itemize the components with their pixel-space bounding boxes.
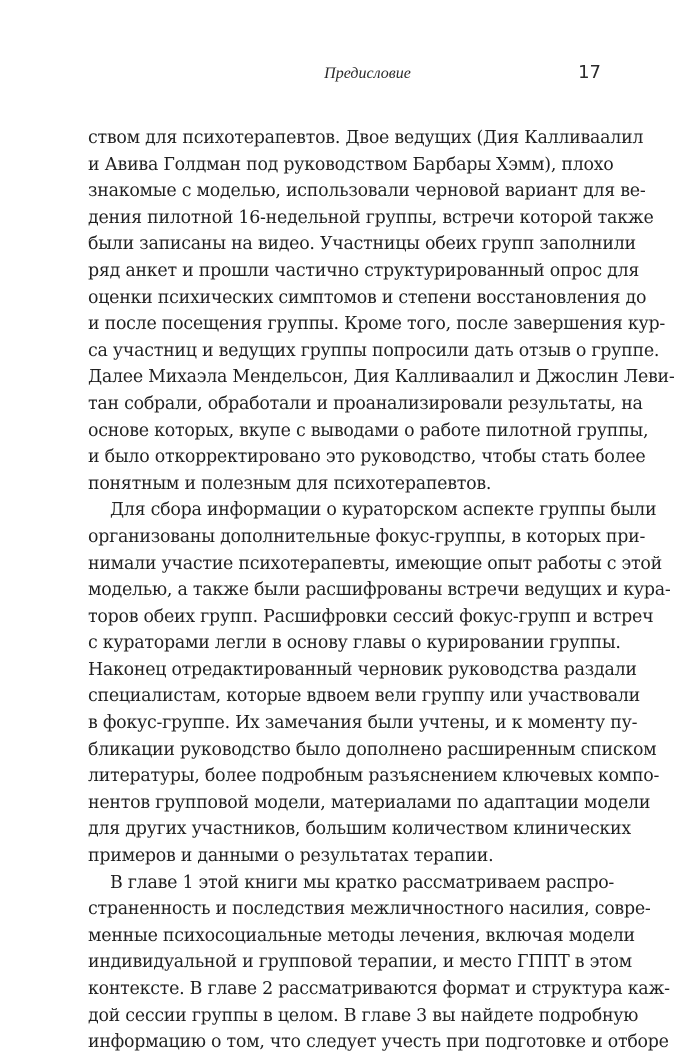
text-line: Для сбора информации о кураторском аспекте группы были	[110, 500, 657, 521]
text-line: понятным и полезным для психотерапевтов.	[88, 473, 492, 494]
text-line: и Авива Голдман под руководством Барбары Хэмм), плохо	[88, 154, 614, 175]
text-line: с кураторами легли в основу главы о курировании группы.	[88, 633, 621, 654]
text-line: информацию о том, что следует учесть при подготовке и отборе	[88, 1032, 669, 1053]
text-line: тан собрали, обработали и проанализировали результаты, на	[88, 393, 643, 414]
text-line: бликации руководство было дополнено расширенным списком	[88, 739, 657, 760]
page-number: 17	[578, 62, 601, 83]
text-line: Далее Михаэла Мендельсон, Дия Калливаалил и Джослин Леви-	[88, 367, 675, 388]
text-line: страненность и последствия межличностного насилия, совре-	[88, 899, 651, 920]
text-line: дения пилотной 16-недельной группы, встречи которой также	[88, 207, 654, 228]
text-line: и после посещения группы. Кроме того, после завершения кур-	[88, 314, 665, 335]
text-line: торов обеих групп. Расшифровки сессий фокус-групп и встреч	[88, 606, 654, 627]
text-line: для других участников, большим количеством клинических	[88, 819, 631, 840]
text-line: специалистам, которые вдвоем вели группу или участвовали	[88, 686, 640, 707]
text-line: нентов групповой модели, материалами по адаптации модели	[88, 792, 651, 813]
text-line: знакомые с моделью, использовали черновой вариант для ве-	[88, 181, 646, 202]
text-line: литературы, более подробным разъяснением ключевых компо-	[88, 766, 660, 787]
text-line: были записаны на видео. Участницы обеих групп заполнили	[88, 234, 636, 255]
text-line: дой сессии группы в целом. В главе 3 вы найдете подробную	[88, 1005, 639, 1026]
running-header	[84, 64, 601, 88]
text-line: В главе 1 этой книги мы кратко рассматриваем распро-	[110, 872, 615, 893]
text-line: ряд анкет и прошли частично структурированный опрос для	[88, 260, 640, 281]
text-line: примеров и данными о результатах терапии.	[88, 846, 494, 867]
running-title: Предисловие	[324, 65, 411, 82]
text-line: нимали участие психотерапевты, имеющие опыт работы с этой	[88, 553, 662, 574]
text-line: моделью, а также были расшифрованы встречи ведущих и кура-	[88, 580, 671, 601]
text-line: и было откорректировано это руководство, чтобы стать более	[88, 447, 646, 468]
text-line: индивидуальной и групповой терапии, и место ГППТ в этом	[88, 952, 632, 973]
text-line: организованы дополнительные фокус-группы, в которых при-	[88, 526, 646, 547]
text-line: менные психосоциальные методы лечения, включая модели	[88, 925, 635, 946]
text-line: Наконец отредактированный черновик руководства раздали	[88, 659, 637, 680]
text-line: ством для психотерапевтов. Двое ведущих (Дия Калливаалил	[88, 128, 644, 148]
text-line: оценки психических симптомов и степени восстановления до	[88, 287, 647, 308]
text-line: са участниц и ведущих группы попросили дать отзыв о группе.	[88, 340, 660, 361]
text-line: контексте. В главе 2 рассматриваются формат и структура каж-	[88, 979, 670, 999]
body-text	[88, 125, 675, 1056]
text-line: основе которых, вкупе с выводами о работе пилотной группы,	[88, 420, 649, 441]
text-line: в фокус-группе. Их замечания были учтены, и к моменту пу-	[88, 713, 638, 734]
